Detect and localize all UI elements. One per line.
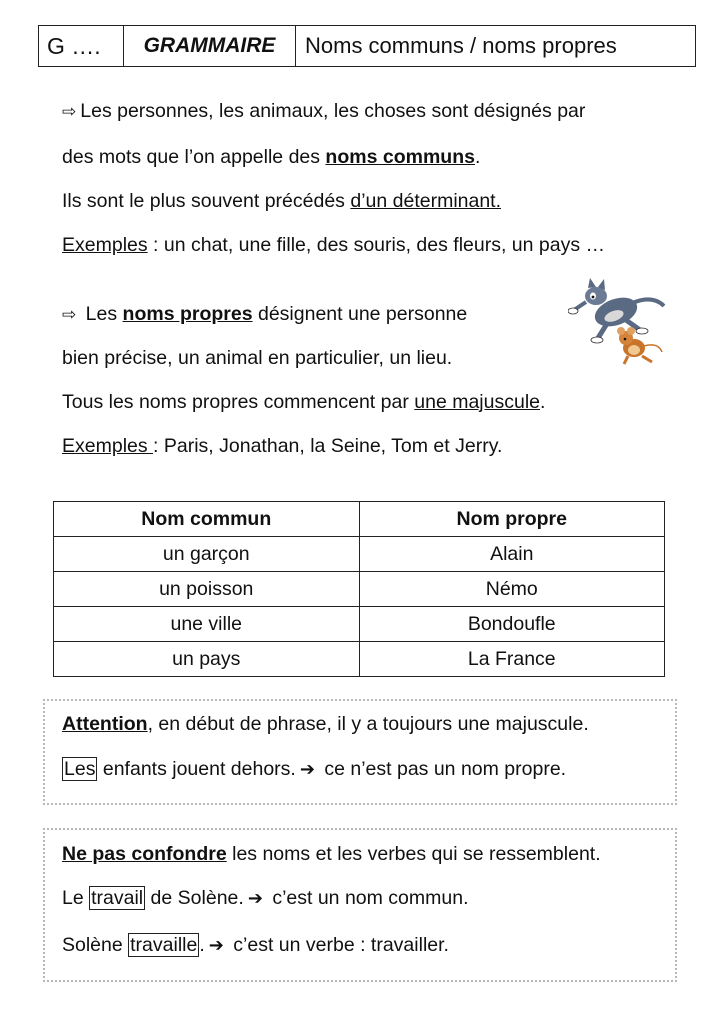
term-determinant: d’un déterminant. [350,190,502,212]
term-majuscule: une majuscule [414,391,540,413]
lesson-title: Noms communs / noms propres [305,33,617,58]
confusion-label: Ne pas confondre [62,843,227,865]
table-row [54,607,665,642]
term-noms-communs: noms communs [325,146,475,168]
attention-label: Attention [62,713,148,735]
subject-label: GRAMMAIRE [124,26,296,66]
table-row [54,572,665,607]
outline-arrow-icon: ⇨ [62,102,77,122]
s1-line1: ⇨ Les personnes, les animaux, les choses sont désignés par [62,100,586,122]
table-cell: un garçon [54,537,360,572]
header-table [38,25,696,67]
s1-line2: des mots que l’on appelle des noms communs. [62,146,481,168]
table-cell: Némo [359,572,665,607]
nouns-table [53,501,665,677]
bold-arrow-icon: ➔ [247,888,263,909]
bold-arrow-icon: ➔ [208,935,224,956]
table-header-row [54,502,665,537]
confusion-line3: Solène travaille . ➔ c’est un verbe : travailler. [62,934,449,956]
boxed-word-les: Les [64,758,96,780]
outline-arrow-icon: ⇨ [62,305,77,325]
table-row [54,642,665,677]
s1-line3: Ils sont le plus souvent précédés d’un déterminant. [62,190,502,212]
table-cell: La France [359,642,665,677]
column-header-nom-propre: Nom propre [359,502,665,537]
table-cell: une ville [54,607,360,642]
cat-and-mouse-icon [568,276,672,368]
column-header-nom-commun: Nom commun [54,502,360,537]
lesson-code: G …. [39,26,124,66]
examples-label: Exemples [62,435,154,457]
table-cell: Bondoufle [359,607,665,642]
boxed-word-travaille: travaille [130,934,198,956]
term-noms-propres: noms propres [122,303,253,325]
s2-examples: Exemples : Paris, Jonathan, la Seine, Tom et Jerry. [62,435,503,457]
s2-line2: bien précise, un animal en particulier, un lieu. [62,347,453,369]
examples-label: Exemples [62,234,148,256]
attention-line2: Les enfants jouent dehors. ➔ ce n’est pas un nom propre. [64,758,567,780]
confusion-line2: Le travail de Solène. ➔ c’est un nom commun. [62,887,469,909]
bold-arrow-icon: ➔ [299,759,315,780]
table-cell: Alain [359,537,665,572]
table-cell: un pays [54,642,360,677]
s1-examples: Exemples : un chat, une fille, des souris, des fleurs, un pays … [62,234,606,256]
boxed-word-travail: travail [91,887,144,909]
attention-line1: Attention, en début de phrase, il y a toujours une majuscule. [62,713,589,735]
table-cell: un poisson [54,572,360,607]
table-row [54,537,665,572]
confusion-line1: Ne pas confondre les noms et les verbes qui se ressemblent. [62,843,601,865]
s2-line3: Tous les noms propres commencent par une majuscule. [62,391,546,413]
s2-line1: ⇨ Les noms propres désignent une personne [62,303,468,325]
